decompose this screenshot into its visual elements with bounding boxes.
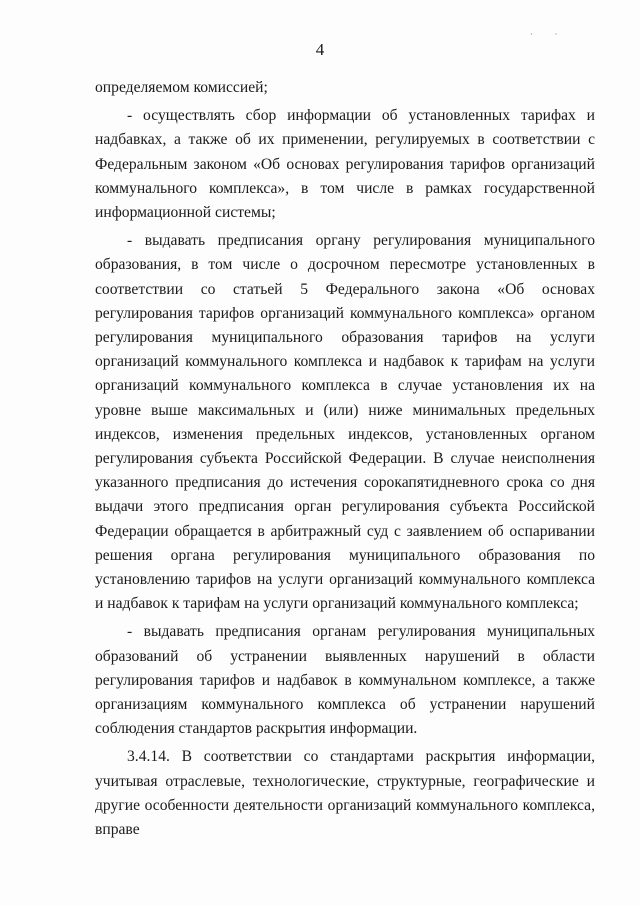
paragraph-collect-information: - осуществлять сбор информации об установленных тарифах и надбавках, а также об их применении, регулируемых в соответствии с Федеральным законом «Об основах регулирования тарифов организаций коммунального комплекса», в том числе в рамках государственной информационной системы; <box>95 107 595 222</box>
paragraph-continuation: определяемом комиссией; <box>95 79 268 96</box>
paragraph-issue-orders-municipal: - выдавать предписания органу регулирования муниципального образования, в том числе о досрочном пересмотре установленных в соответствии со статьей 5 Федерального закона «Об основах регулирования тарифов организаций коммунального комплекса» органом регулирования муниципального образования тарифов на услуги организаций коммунального комплекса и надбавок к тарифам на услуги организаций коммунального комплекса в случае установления их на уровне выше максимальных и (или) ниже минимальных предельных индексов, изменения предельных индексов, установленных органом регулирования субъекта Российской Федерации. В случае неисполнения указанного предписания до истечения сорокапятидневного срока со дня выдачи этого предписания орган регулирования субъекта Российской Федерации обращается в арбитражный суд с заявлением об оспаривании решения органа регулирования муниципального образования по установлению тарифов на услуги организаций коммунального комплекса и надбавок к тарифам на услуги организаций коммунального комплекса; <box>95 232 595 613</box>
page-number: 4 <box>315 40 325 59</box>
corner-marks: · · <box>530 30 568 39</box>
paragraph-clause-3-4-14: 3.4.14. В соответствии со стандартами раскрытия информации, учитывая отраслевые, технологические, структурные, географические и другие особенности деятельности организаций коммунального комплекса, вправе <box>95 748 595 839</box>
paragraph-issue-orders-violations: - выдавать предписания органам регулирования муниципальных образований об устранении выявленных нарушений в области регулирования тарифов и надбавок в коммунальном комплексе, а также организациям коммунального комплекса об устранении нарушений соблюдения стандартов раскрытия информации. <box>95 623 595 738</box>
document-body <box>95 76 595 842</box>
